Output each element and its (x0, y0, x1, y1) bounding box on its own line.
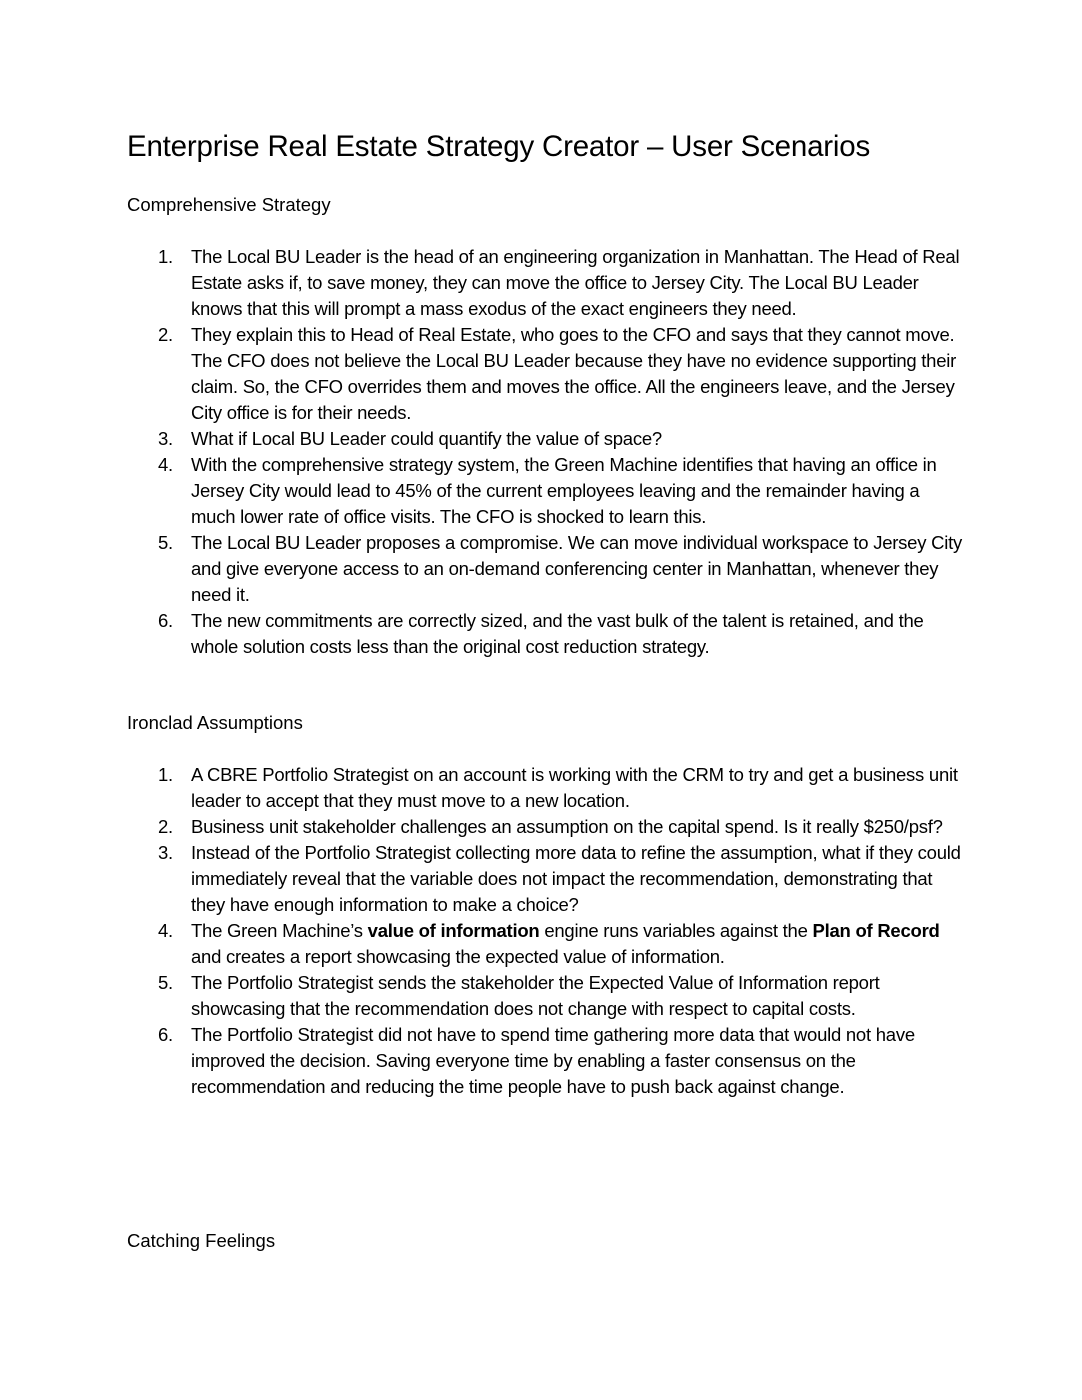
list-item (127, 452, 967, 530)
list-item-number: 4. (158, 920, 173, 941)
list-item-text: What if Local BU Leader could quantify the value of space? (191, 428, 662, 449)
list-item (127, 426, 967, 452)
list-item-number: 1. (158, 246, 173, 267)
list-item (127, 1022, 967, 1100)
list-item (127, 322, 967, 426)
section-heading-catching-feelings: Catching Feelings (127, 1230, 276, 1251)
list-item (127, 918, 967, 970)
text-run: and creates a report showcasing the expected value of information. (191, 946, 725, 967)
list-item-text: They explain this to Head of Real Estate, who goes to the CFO and says that they cannot move. The CFO does not believe the Local BU Leader because they have no evidence supporting their claim. So, the CFO overrides them and moves the office. All the engineers leave, and the Jersey City office is for their needs. (191, 324, 957, 423)
list-item-text: The Local BU Leader proposes a compromise. We can move individual workspace to Jersey City and give everyone access to an on-demand conferencing center in Manhattan, whenever they need it. (191, 532, 962, 605)
list-item-number: 3. (158, 428, 173, 449)
list-item (127, 530, 967, 608)
list-item-number: 3. (158, 842, 173, 863)
document-title: Enterprise Real Estate Strategy Creator – User Scenarios (127, 130, 871, 163)
list-item (127, 840, 967, 918)
list-item-number: 4. (158, 454, 173, 475)
scenario-list-comprehensive-strategy (127, 244, 967, 660)
list-item (127, 608, 967, 660)
list-item-number: 5. (158, 532, 173, 553)
list-item (127, 970, 967, 1022)
list-item-number: 1. (158, 764, 173, 785)
list-item-number: 2. (158, 816, 173, 837)
list-item-text: Instead of the Portfolio Strategist collecting more data to refine the assumption, what if they could immediately reveal that the variable does not impact the recommendation, demonstrating that they have enough information to make a choice? (191, 842, 961, 915)
text-run: The Green Machine’s (191, 920, 368, 941)
list-item-text: A CBRE Portfolio Strategist on an account is working with the CRM to try and get a business unit leader to accept that they must move to a new location. (191, 764, 958, 811)
list-item-text: Business unit stakeholder challenges an assumption on the capital spend. Is it really $250/psf? (191, 816, 943, 837)
list-item-text (191, 920, 940, 967)
list-item-number: 6. (158, 610, 173, 631)
list-item-number: 6. (158, 1024, 173, 1045)
section-heading-comprehensive-strategy: Comprehensive Strategy (127, 194, 331, 215)
list-item-text: The Local BU Leader is the head of an engineering organization in Manhattan. The Head of Real Estate asks if, to save money, they can move the office to Jersey City. The Local BU Leader knows that this will prompt a mass exodus of the exact engineers they need. (191, 246, 960, 319)
list-item (127, 814, 967, 840)
list-item-number: 2. (158, 324, 173, 345)
scenario-list-ironclad-assumptions (127, 762, 967, 1100)
text-run: engine runs variables against the (539, 920, 813, 941)
list-item-text: The Portfolio Strategist sends the stakeholder the Expected Value of Information report showcasing that the recommendation does not change with respect to capital costs. (191, 972, 880, 1019)
bold-text: Plan of Record (812, 920, 940, 941)
list-item-text: The new commitments are correctly sized, and the vast bulk of the talent is retained, and the whole solution costs less than the original cost reduction strategy. (191, 610, 924, 657)
list-item-text: The Portfolio Strategist did not have to spend time gathering more data that would not have improved the decision. Saving everyone time by enabling a faster consensus on the recommendation and reducing the time people have to push back against change. (191, 1024, 915, 1097)
list-item-text: With the comprehensive strategy system, the Green Machine identifies that having an office in Jersey City would lead to 45% of the current employees leaving and the remainder having a much lower rate of office visits. The CFO is shocked to learn this. (191, 454, 937, 527)
section-heading-ironclad-assumptions: Ironclad Assumptions (127, 712, 303, 733)
bold-text: value of information (367, 920, 540, 941)
list-item-number: 5. (158, 972, 173, 993)
list-item (127, 762, 967, 814)
list-item (127, 244, 967, 322)
